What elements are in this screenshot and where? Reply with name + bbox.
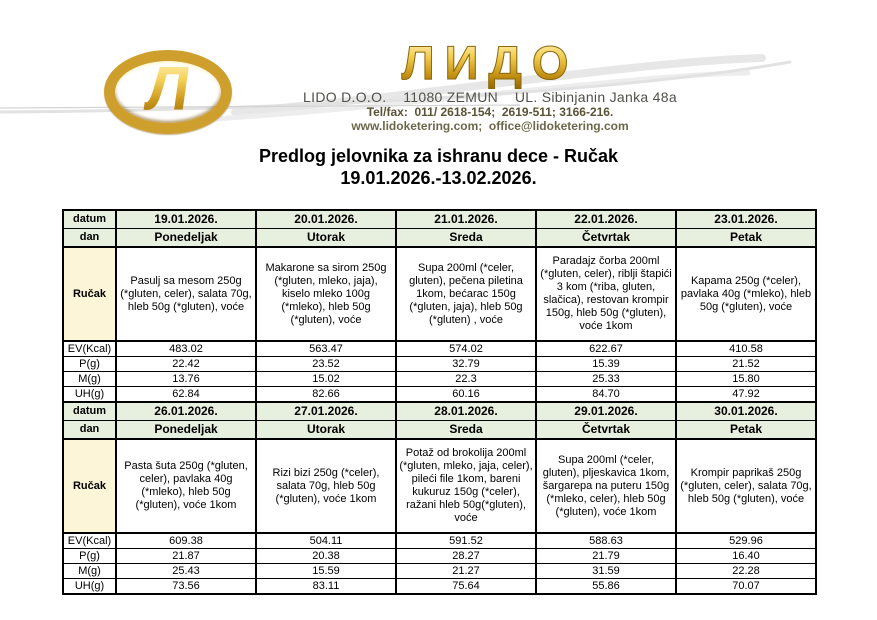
nutrient-value-cell: 22.42 [116, 357, 256, 372]
table-row-datum-week1 [63, 210, 816, 229]
nutrient-value-cell: 410.58 [676, 341, 816, 357]
dan-label-cell: dan [63, 421, 116, 440]
day-cell: Četvrtak [536, 229, 676, 248]
table-row-m-week2 [63, 564, 816, 579]
website-line: www.lidoketering.com; office@lidoketering.com [351, 119, 629, 133]
nutrient-label-cell: M(g) [63, 372, 116, 387]
date-cell: 21.01.2026. [396, 210, 536, 229]
nutrient-value-cell: 21.87 [116, 549, 256, 564]
meal-cell: Krompir paprikaš 250g (*gluten, celer), salata 70g, hleb 50g (*gluten), voće [676, 439, 816, 533]
nutrient-label-cell: M(g) [63, 564, 116, 579]
meal-cell: Kapama 250g (*celer), pavlaka 40g (*mleko), hleb 50g (*gluten), voće [676, 247, 816, 341]
nutrient-value-cell: 23.52 [256, 357, 396, 372]
nutrient-value-cell: 16.40 [676, 549, 816, 564]
meal-cell: Pasta šuta 250g (*gluten, celer), pavlaka 40g (*mleko), hleb 50g (*gluten), voće 1kom [116, 439, 256, 533]
table-row-uh-week2 [63, 579, 816, 595]
dan-label-cell: dan [63, 229, 116, 248]
brand-block [255, 36, 725, 133]
nutrient-value-cell: 504.11 [256, 533, 396, 549]
meal-label-cell: Ručak [63, 439, 116, 533]
meal-cell: Paradajz čorba 200ml (*gluten, celer), riblji štapići 3 kom (*riba, gluten, slačica), restovan krompir 150g, hleb 50g (*gluten), voće 1kom [536, 247, 676, 341]
table-row-datum-week2 [63, 402, 816, 421]
table-row-p-week2 [63, 549, 816, 564]
nutrient-value-cell: 84.70 [536, 387, 676, 403]
meal-cell: Supa 200ml (*celer, gluten), pečena piletina 1kom, bećarac 150g (*gluten, jaja), hleb 50g (*gluten) , voće [396, 247, 536, 341]
day-cell: Ponedeljak [116, 421, 256, 440]
nutrient-value-cell: 47.92 [676, 387, 816, 403]
nutrient-value-cell: 622.67 [536, 341, 676, 357]
nutrient-value-cell: 21.27 [396, 564, 536, 579]
nutrient-value-cell: 60.16 [396, 387, 536, 403]
table-row-p-week1 [63, 357, 816, 372]
meal-cell: Pasulj sa mesom 250g (*gluten, celer), salata 70g, hleb 50g (*gluten), voće [116, 247, 256, 341]
meal-label-cell: Ručak [63, 247, 116, 341]
nutrient-value-cell: 28.27 [396, 549, 536, 564]
nutrient-label-cell: EV(Kcal) [63, 341, 116, 357]
meal-cell: Potaž od brokolija 200ml (*gluten, mleko, jaja, celer), pileći file 1kom, bareni kukuruz 150g (*celer), ražani hleb 50g(*gluten), voće [396, 439, 536, 533]
date-cell: 29.01.2026. [536, 402, 676, 421]
telfax-line: Tel/fax: 011/ 2618-154; 2619-511; 3166-216. [366, 105, 614, 119]
table-row-meals-week2 [63, 439, 816, 533]
day-cell: Četvrtak [536, 421, 676, 440]
nutrient-value-cell: 22.28 [676, 564, 816, 579]
nutrient-value-cell: 591.52 [396, 533, 536, 549]
date-cell: 19.01.2026. [116, 210, 256, 229]
meal-cell: Supa 200ml (*celer, gluten), pljeskavica 1kom, šargarepa na puteru 150g (*mleko, celer), hleb 50g (*gluten), voće 1kom [536, 439, 676, 533]
nutrient-value-cell: 574.02 [396, 341, 536, 357]
day-cell: Ponedeljak [116, 229, 256, 248]
day-cell: Sreda [396, 421, 536, 440]
day-cell: Petak [676, 421, 816, 440]
table-row-dan-week2 [63, 421, 816, 440]
date-cell: 26.01.2026. [116, 402, 256, 421]
day-cell: Sreda [396, 229, 536, 248]
date-cell: 28.01.2026. [396, 402, 536, 421]
date-cell: 20.01.2026. [256, 210, 396, 229]
nutrient-value-cell: 21.52 [676, 357, 816, 372]
nutrient-label-cell: EV(Kcal) [63, 533, 116, 549]
nutrient-value-cell: 55.86 [536, 579, 676, 595]
nutrient-value-cell: 70.07 [676, 579, 816, 595]
nutrient-value-cell: 73.56 [116, 579, 256, 595]
nutrient-value-cell: 483.02 [116, 341, 256, 357]
table-row-meals-week1 [63, 247, 816, 341]
date-cell: 23.01.2026. [676, 210, 816, 229]
nutrient-value-cell: 83.11 [256, 579, 396, 595]
nutrient-value-cell: 609.38 [116, 533, 256, 549]
day-cell: Utorak [256, 229, 396, 248]
nutrient-value-cell: 13.76 [116, 372, 256, 387]
nutrient-value-cell: 563.47 [256, 341, 396, 357]
nutrient-value-cell: 25.33 [536, 372, 676, 387]
menu-table [62, 209, 817, 595]
nutrient-value-cell: 21.79 [536, 549, 676, 564]
date-cell: 30.01.2026. [676, 402, 816, 421]
nutrient-value-cell: 82.66 [256, 387, 396, 403]
nutrient-value-cell: 529.96 [676, 533, 816, 549]
document-title: Predlog jelovnika za ishranu dece - Ručak [258, 146, 619, 166]
nutrient-label-cell: P(g) [63, 549, 116, 564]
date-range: 19.01.2026.-13.02.2026. [340, 168, 537, 188]
nutrient-value-cell: 31.59 [536, 564, 676, 579]
nutrient-label-cell: P(g) [63, 357, 116, 372]
date-cell: 22.01.2026. [536, 210, 676, 229]
datum-label-cell: datum [63, 210, 116, 229]
company-address-line: LIDO D.O.O. 11080 ZEMUN UL. Sibinjanin Janka 48a [303, 89, 677, 105]
day-cell: Utorak [256, 421, 396, 440]
nutrient-value-cell: 15.02 [256, 372, 396, 387]
nutrient-value-cell: 75.64 [396, 579, 536, 595]
logo-letter-icon: Л [141, 54, 195, 124]
datum-label-cell: datum [63, 402, 116, 421]
nutrient-value-cell: 15.39 [536, 357, 676, 372]
date-cell: 27.01.2026. [256, 402, 396, 421]
nutrient-value-cell: 20.38 [256, 549, 396, 564]
table-row-dan-week1 [63, 229, 816, 248]
meal-cell: Makarone sa sirom 250g (*gluten, mleko, jaja), kiselo mleko 100g (*mleko), hleb 50g (*gluten), voće [256, 247, 396, 341]
nutrient-value-cell: 22.3 [396, 372, 536, 387]
lido-logo [104, 50, 232, 134]
day-cell: Petak [676, 229, 816, 248]
nutrient-value-cell: 15.80 [676, 372, 816, 387]
nutrient-value-cell: 62.84 [116, 387, 256, 403]
table-row-ev-week1 [63, 341, 816, 357]
meal-cell: Rizi bizi 250g (*celer), salata 70g, hleb 50g (*gluten), voće 1kom [256, 439, 396, 533]
title-block [0, 145, 877, 189]
brand-wordmark: ЛИДО [255, 36, 725, 89]
nutrient-label-cell: UH(g) [63, 387, 116, 403]
nutrient-value-cell: 25.43 [116, 564, 256, 579]
table-row-uh-week1 [63, 387, 816, 403]
nutrient-value-cell: 32.79 [396, 357, 536, 372]
table-row-m-week1 [63, 372, 816, 387]
nutrient-value-cell: 588.63 [536, 533, 676, 549]
nutrient-value-cell: 15.59 [256, 564, 396, 579]
nutrient-label-cell: UH(g) [63, 579, 116, 595]
table-row-ev-week2 [63, 533, 816, 549]
